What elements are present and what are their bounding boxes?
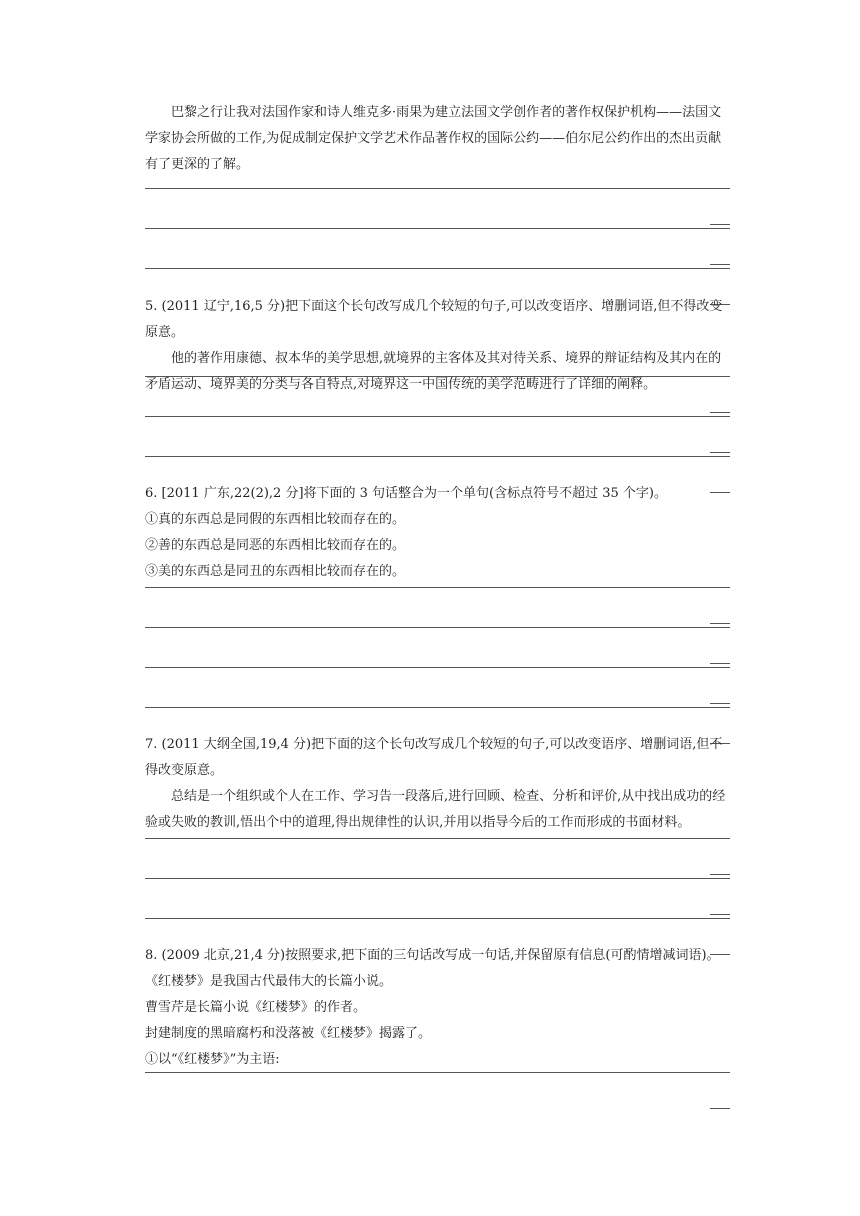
answer-line[interactable] [145, 587, 730, 627]
answer-line[interactable] [145, 878, 730, 918]
question-8-sub1-blank[interactable] [282, 1054, 730, 1073]
question-5-passage: 他的著作用康德、叔本华的美学思想,就境界的主客体及其对待关系、境界的辩证结构及其内在的矛盾运动、境界美的分类与各自特点,对境界这一中国传统的美学范畴进行了详细的阐释。 [145, 351, 722, 392]
top-passage-block [145, 100, 730, 178]
question-6-item: ②善的东西总是同恶的东西相比较而存在的。 [145, 538, 406, 553]
answer-line[interactable] [145, 188, 730, 228]
question-8-item: 曹雪芹是长篇小说《红楼梦》的作者。 [145, 1000, 367, 1015]
question-8 [145, 943, 730, 1073]
question-6-item: ③美的东西总是同丑的东西相比较而存在的。 [145, 564, 406, 579]
question-8-sub1-label: ①以“《红楼梦》”为主语: [145, 1052, 280, 1067]
question-6-item: ①真的东西总是同假的东西相比较而存在的。 [145, 512, 406, 527]
answer-area-top[interactable] [145, 188, 730, 308]
question-7 [145, 732, 730, 836]
answer-area-8[interactable] [145, 1072, 730, 1112]
question-8-item: 封建制度的黑暗腐朽和没落被《红楼梦》揭露了。 [145, 1026, 432, 1041]
answer-area-6[interactable] [145, 587, 730, 747]
answer-line[interactable] [145, 838, 730, 878]
question-6-prompt: 6. [2011 广东,22(2),2 分]将下面的 3 句话整合为一个单句(含标点符号不超过 35 个字)。 [145, 486, 668, 501]
answer-line[interactable] [145, 416, 730, 456]
question-5-prompt: 5. (2011 辽宁,16,5 分)把下面这个长句改写成几个较短的句子,可以改变语序、增删词语,但不得改变原意。 [145, 299, 723, 340]
question-8-prompt: 8. (2009 北京,21,4 分)按照要求,把下面的三句话改写成一句话,并保留原有信息(可酌情增减词语)。 [145, 948, 720, 963]
answer-area-7[interactable] [145, 838, 730, 958]
question-8-item: 《红楼梦》是我国古代最伟大的长篇小说。 [145, 974, 393, 989]
answer-line[interactable] [145, 228, 730, 268]
answer-line[interactable] [145, 376, 730, 416]
question-8-sub1-row [145, 1047, 730, 1073]
question-6 [145, 481, 730, 585]
top-passage: 巴黎之行让我对法国作家和诗人维克多·雨果为建立法国文学创作者的著作权保护机构——法国文学家协会所做的工作,为促成制定保护文学艺术作品著作权的国际公约——伯尔尼公约作出的杰出贡献有了更深的了解。 [145, 105, 722, 172]
question-7-prompt: 7. (2011 大纲全国,19,4 分)把下面的这个长句改写成几个较短的句子,可以改变语序、增删词语,但不得改变原意。 [145, 737, 723, 778]
answer-line[interactable] [145, 627, 730, 667]
answer-area-5[interactable] [145, 376, 730, 496]
answer-line[interactable] [145, 667, 730, 707]
question-7-passage: 总结是一个组织或个人在工作、学习告一段落后,进行回顾、检查、分析和评价,从中找出成功的经验或失败的教训,悟出个中的道理,得出规律性的认识,并用以指导今后的工作而形成的书面材料。 [145, 789, 726, 830]
answer-line[interactable] [145, 1072, 730, 1112]
